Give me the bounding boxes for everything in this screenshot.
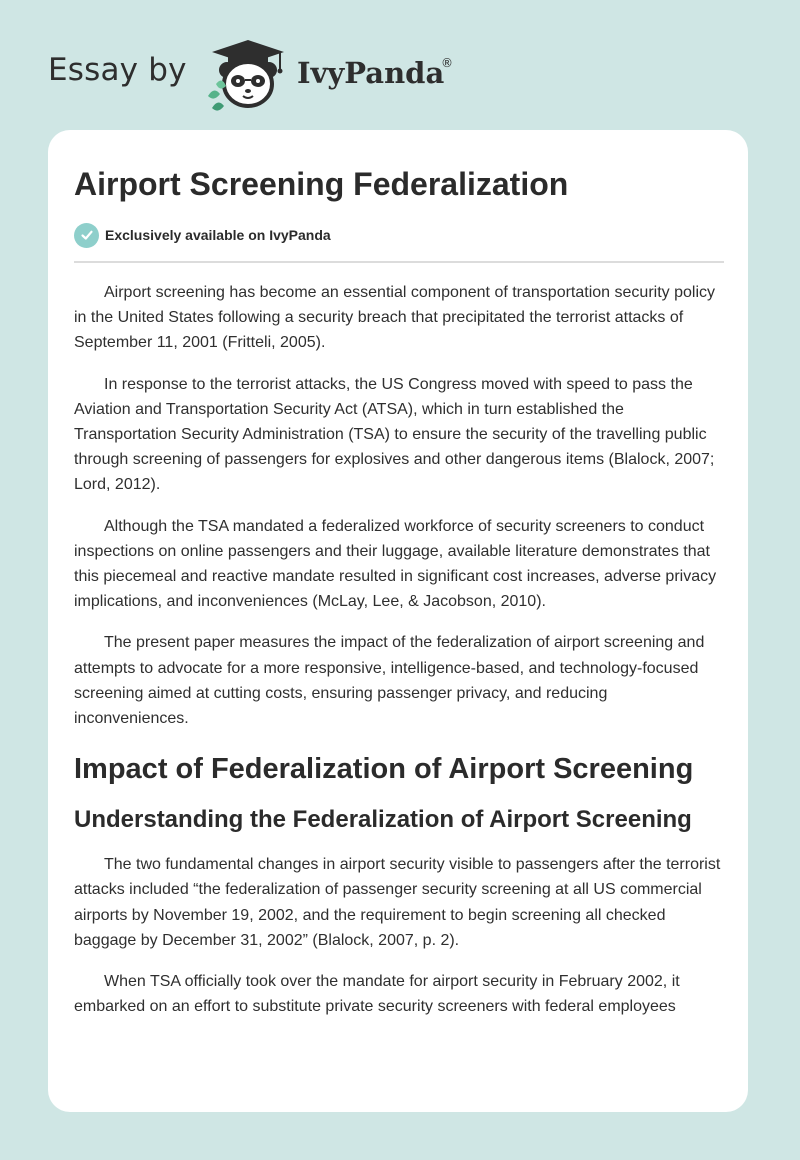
- essay-by-label: Essay by: [48, 52, 187, 88]
- brand-name[interactable]: IvyPanda: [297, 56, 445, 90]
- paragraph: The present paper measures the impact of the federalization of airport screening and attempts to advocate for a more responsive, intelligence-based, and technology-focused screening aimed at cutting costs, ensuring passenger privacy, and reducing inconveniences.: [74, 634, 705, 728]
- site-header: [0, 0, 800, 130]
- essay-card: [48, 130, 748, 1112]
- exclusive-notice: [74, 222, 331, 248]
- page-title: Airport Screening Federalization: [74, 166, 569, 202]
- check-icon: [74, 223, 99, 248]
- panda-graduate-logo-icon[interactable]: [200, 36, 292, 112]
- section-heading: Impact of Federalization of Airport Screening: [74, 753, 694, 786]
- subsection-heading: Understanding the Federalization of Airport Screening: [74, 806, 692, 834]
- paragraph: In response to the terrorist attacks, the US Congress moved with speed to pass the Aviation and Transportation Security Act (ATSA), which in turn established the Transportation Security Administration (TSA) to ensure the security of the travelling public through screening of passengers for explosives and other dangerous items (Blalock, 2007; Lord, 2012).: [74, 375, 715, 494]
- paragraph: When TSA officially took over the mandate for airport security in February 2002, it embarked on an effort to substitute private security screeners with federal employees: [74, 973, 680, 1016]
- exclusive-label: Exclusively available on IvyPanda: [105, 227, 331, 243]
- title-divider: [74, 261, 724, 263]
- paragraph: Airport screening has become an essential component of transportation security policy in the United States following a security breach that precipitated the terrorist attacks of September 11, 2001 (Fritteli, 2005).: [74, 284, 715, 352]
- paragraph: Although the TSA mandated a federalized workforce of security screeners to conduct inspections on online passengers and their luggage, available literature demonstrates that this piecemeal and reactive mandate resulted in significant cost increases, adverse privacy implications, and inconveniences (McLay, Lee, & Jacobson, 2010).: [74, 517, 717, 611]
- registered-mark: ®: [441, 56, 453, 70]
- paragraph: The two fundamental changes in airport security visible to passengers after the terrorist attacks included “the federalization of passenger security screening at all US commercial airports by November 19, 2002, and the requirement to begin screening all checked baggage by December 31, 2002” (Blalock, 2007, p. 2).: [74, 856, 721, 949]
- essay-body: [74, 280, 724, 1035]
